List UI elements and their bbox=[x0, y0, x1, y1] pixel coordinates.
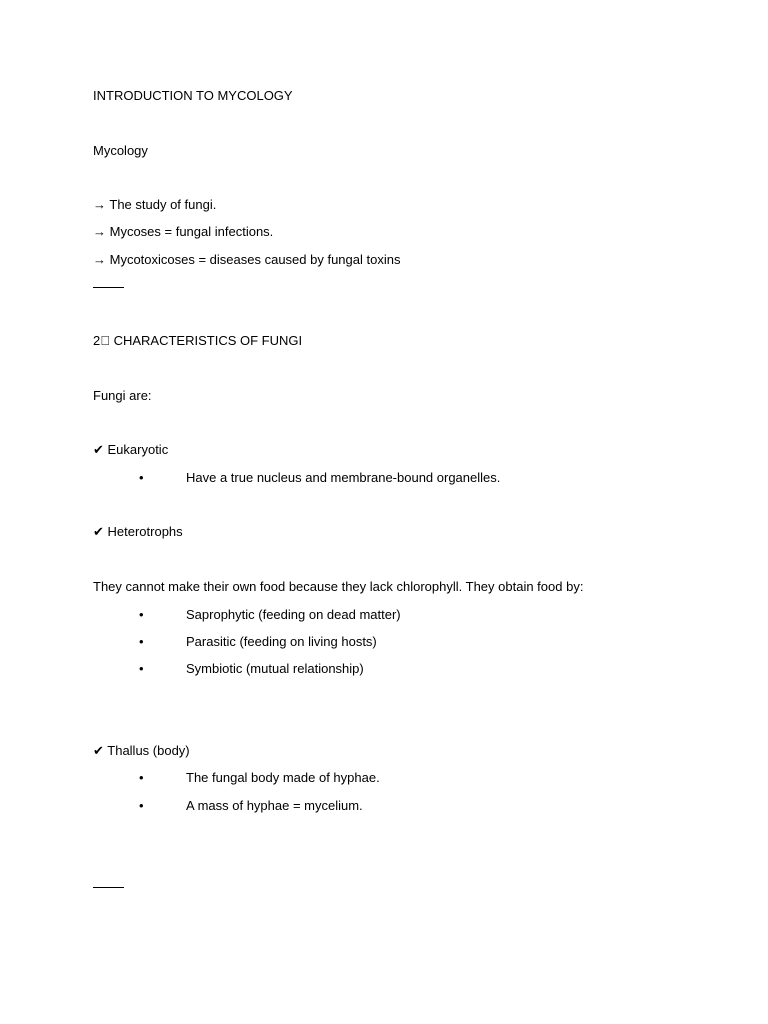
bullet-icon: • bbox=[139, 470, 144, 485]
eukaryotic-heading: ✔ Eukaryotic bbox=[93, 442, 169, 457]
list-item-text: Parasitic (feeding on living hosts) bbox=[186, 634, 377, 649]
list-item bbox=[0, 770, 768, 786]
bullet-icon: • bbox=[139, 770, 144, 785]
bullet-icon: • bbox=[139, 661, 144, 676]
list-item-text: Have a true nucleus and membrane-bound organelles. bbox=[186, 470, 501, 485]
list-item bbox=[0, 634, 768, 650]
list-item bbox=[0, 798, 768, 814]
intro-text: Fungi are: bbox=[93, 388, 152, 403]
list-item-text: The fungal body made of hyphae. bbox=[186, 770, 380, 785]
definition-line: → The study of fungi. bbox=[93, 197, 217, 212]
horizontal-rule bbox=[93, 887, 124, 888]
heterotrophs-paragraph: They cannot make their own food because they lack chlorophyll. They obtain food by: bbox=[93, 579, 584, 594]
list-item-text: A mass of hyphae = mycelium. bbox=[186, 798, 363, 813]
list-item bbox=[0, 470, 768, 486]
bullet-icon: • bbox=[139, 798, 144, 813]
definition-line: → Mycoses = fungal infections. bbox=[93, 224, 274, 239]
list-item bbox=[0, 661, 768, 677]
section-heading: 2⃣ CHARACTERISTICS OF FUNGI bbox=[93, 333, 303, 348]
document-title: INTRODUCTION TO MYCOLOGY bbox=[93, 88, 293, 103]
horizontal-rule bbox=[93, 287, 124, 288]
list-item bbox=[0, 607, 768, 623]
definition-line: → Mycotoxicoses = diseases caused by fungal toxins bbox=[93, 252, 401, 267]
mycology-subheading: Mycology bbox=[93, 143, 148, 158]
list-item-text: Symbiotic (mutual relationship) bbox=[186, 661, 364, 676]
heterotrophs-heading: ✔ Heterotrophs bbox=[93, 524, 183, 539]
list-item-text: Saprophytic (feeding on dead matter) bbox=[186, 607, 401, 622]
thallus-heading: ✔ Thallus (body) bbox=[93, 743, 190, 758]
bullet-icon: • bbox=[139, 634, 144, 649]
bullet-icon: • bbox=[139, 607, 144, 622]
